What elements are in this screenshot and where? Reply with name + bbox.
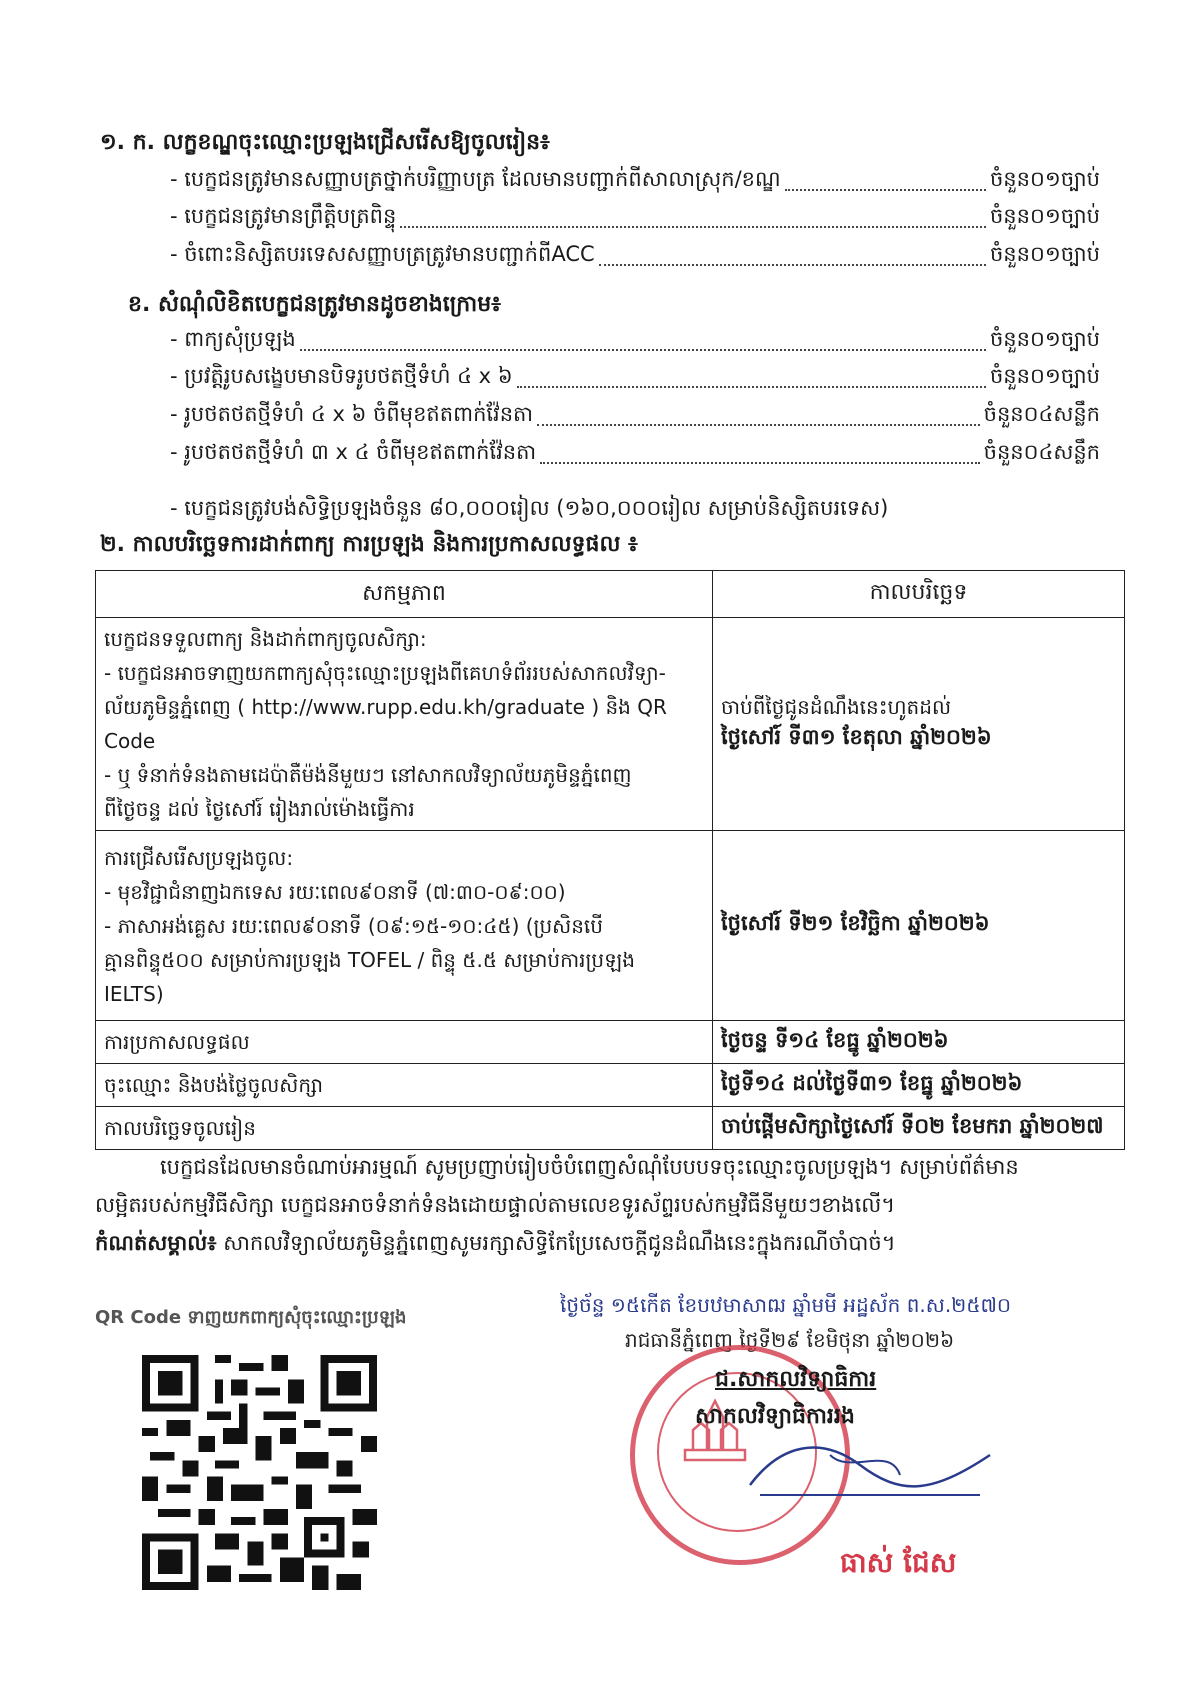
date-value: ថ្ងៃចន្ទ ទី១៤ ខែធ្នូ ឆ្នាំ២០២៦ <box>713 1021 1125 1064</box>
note <box>95 1224 1125 1262</box>
activity-cell <box>96 831 713 1021</box>
requirement-row <box>170 240 1100 272</box>
activity-line: បេក្ខជនទទួលពាក្យ និងដាក់ពាក្យចូលសិក្សា: <box>104 627 427 651</box>
schedule-table <box>95 570 1125 1150</box>
date-cell <box>713 831 1125 1021</box>
activity-line: ពីថ្ងៃចន្ទ ដល់ ថ្ងៃសៅរ៍ រៀងរាល់ម៉ោងធ្វើការ <box>104 797 415 821</box>
table-row <box>96 831 1125 1021</box>
handwritten-signature-icon <box>740 1425 1010 1505</box>
document-count: ចំនួន០១ច្បាប់ <box>989 364 1100 388</box>
requirement-label: - បេក្ខជនត្រូវមានសញ្ញាបត្រថ្នាក់បរិញ្ញាបត្រ ដែលមានបញ្ជាក់ពីសាលាស្រុក/ខណ្ឌ <box>170 167 781 191</box>
document-row <box>170 362 1100 394</box>
requirement-row <box>170 165 1100 197</box>
table-header-row <box>96 571 1125 618</box>
date-value: ថ្ងៃសៅរ៍ ទី៣១ ខែតុលា ឆ្នាំ២០២៦ <box>721 724 992 749</box>
document-row <box>170 438 1100 470</box>
requirement-count: ចំនួន០១ច្បាប់ <box>989 204 1100 228</box>
place-date: រាជធានីភ្នំពេញ ថ្ងៃទី២៩ ខែមិថុនា ឆ្នាំ២០២៦ <box>625 1328 955 1352</box>
qr-code-icon[interactable] <box>142 1355 377 1590</box>
activity-line: គ្មានពិន្ទុ៥០០ សម្រាប់ការប្រឡង TOFEL / ពិន្ទុ ៥.៥ សម្រាប់ការប្រឡង <box>104 947 635 972</box>
requirement-label: - ចំពោះនិស្សិតបរទេសសញ្ញាបត្រត្រូវមានបញ្ជាក់ពីACC <box>170 242 595 266</box>
activity-cell: កាលបរិច្ឆេទចូលរៀន <box>96 1107 713 1150</box>
requirement-count: ចំនួន០១ច្បាប់ <box>989 167 1100 191</box>
signatory-title-2: សាកលវិទ្យាធិការរង <box>695 1404 855 1429</box>
document-label: - ពាក្យសុំប្រឡង <box>170 327 296 351</box>
document-label: - ប្រវត្តិរូបសង្ខេបមានបិទរូបថតថ្មីទំហំ ៤ x ៦ <box>170 364 513 388</box>
date-column-header: កាលបរិច្ឆេទ <box>713 571 1125 618</box>
table-row <box>96 618 1125 831</box>
exam-fee: - បេក្ខជនត្រូវបង់សិទ្ធិប្រឡងចំនួន ៨០,០០០រៀល (១៦០,០០០រៀល សម្រាប់និស្សិតបរទេស) <box>170 496 889 520</box>
section2-heading: ខ. សំណុំលិខិតបេក្ខជនត្រូវមានដូចខាងក្រោម៖ <box>128 292 501 317</box>
note-label: កំណត់សម្គាល់៖ <box>95 1231 217 1255</box>
table-row <box>96 1107 1125 1150</box>
activity-line: - មុខវិជ្ជាជំនាញឯកទេស រយៈពេល៩០នាទី (៧:៣០-០៩:០០) <box>104 879 566 904</box>
date-value: ចាប់ផ្តើមសិក្សាថ្ងៃសៅរ៍ ទី០២ ខែមករា ឆ្នាំ២០២៧ <box>713 1107 1125 1150</box>
date-cell <box>713 618 1125 831</box>
activity-line: - ភាសាអង់គ្លេស រយៈពេល៩០នាទី (០៩:១៥-១០:៤៥) (ប្រសិនបើ <box>104 913 603 938</box>
note-text: សាកលវិទ្យាល័យភូមិន្ទភ្នំពេញសូមរក្សាសិទ្ធិកែប្រែសេចក្ដីជូនដំណឹងនេះក្នុងករណីចាំបាច់។ <box>216 1231 896 1255</box>
document-count: ចំនួន០៤សន្លឹក <box>983 440 1100 464</box>
notice-line-2: លម្អិតរបស់កម្មវិធីសិក្សា បេក្ខជនអាចទំនាក់ទំនងដោយផ្ទាល់តាមលេខទូរស័ព្ទរបស់កម្មវិធីនីមួយៗខាងលើ។ <box>95 1193 896 1217</box>
activity-line: IELTS) <box>104 981 164 1006</box>
notice-line-1: បេក្ខជនដែលមានចំណាប់អារម្មណ៍ សូមប្រញាប់រៀបចំបំពេញសំណុំបែបបទចុះឈ្មោះចូលប្រឡង។ សម្រាប់ព័ត៌មាន <box>160 1155 1019 1179</box>
activity-column-header: សកម្មភាព <box>96 571 713 618</box>
document-row <box>170 325 1100 357</box>
activity-line: ការជ្រើសរើសប្រឡងចូល: <box>104 845 294 870</box>
date-prefix: ចាប់ពីថ្ងៃជូនដំណឹងនេះហូតដល់ <box>721 694 951 719</box>
section1-heading: ១. ក. លក្ខខណ្ឌចុះឈ្មោះប្រឡងជ្រើសរើសឱ្យចូលរៀន៖ <box>100 130 550 155</box>
activity-cell: ការប្រកាសលទ្ធផល <box>96 1021 713 1064</box>
requirement-count: ចំនួន០១ច្បាប់ <box>989 242 1100 266</box>
table-row <box>96 1064 1125 1107</box>
signatory-name: ធាស់ ជែស <box>840 1546 957 1579</box>
requirement-label: - បេក្ខជនត្រូវមានព្រឹត្តិបត្រពិន្ទុ <box>170 204 397 228</box>
date-value: ថ្ងៃទី១៤ ដល់ថ្ងៃទី៣១ ខែធ្នូ ឆ្នាំ២០២៦ <box>713 1064 1125 1107</box>
qr-caption: QR Code ទាញយកពាក្យសុំចុះឈ្មោះប្រឡង <box>95 1307 407 1328</box>
document-count: ចំនួន០១ច្បាប់ <box>989 327 1100 351</box>
activity-line: - ឬ ទំនាក់ទំនងតាមដេប៉ាតឺម៉ង់នីមួយៗ នៅសាកលវិទ្យាល័យភូមិន្ទភ្នំពេញ <box>104 763 632 787</box>
section3-heading: ២. កាលបរិច្ឆេទការដាក់ពាក្យ ការប្រឡង និងការប្រកាសលទ្ធផល ៖ <box>100 532 638 557</box>
lunar-date: ថ្ងៃច័ន្ទ ១៥កើត ខែបឋមាសាឍ ឆ្នាំមមី អដ្ឋស័ក ព.ស.២៥៧០ <box>560 1293 1012 1317</box>
signatory-title-1: ជ.សាកលវិទ្យាធិការ <box>715 1367 877 1392</box>
activity-cell <box>96 618 713 831</box>
document-label: - រូបថតថតថ្មីទំហំ ៣ x ៤ ចំពីមុខឥតពាក់វ៉ែនតា <box>170 440 537 464</box>
activity-line: ល័យភូមិន្ទភ្នំពេញ ( http://www.rupp.edu.kh/graduate ) និង QR Code <box>104 695 667 753</box>
date-value: ថ្ងៃសៅរ៍ ទី២១ ខែវិច្ឆិកា ឆ្នាំ២០២៦ <box>721 911 990 935</box>
table-row <box>96 1021 1125 1064</box>
document-label: - រូបថតថតថ្មីទំហំ ៤ x ៦ ចំពីមុខឥតពាក់វ៉ែនតា <box>170 402 534 426</box>
requirement-row <box>170 202 1100 234</box>
document-row <box>170 400 1100 432</box>
document-count: ចំនួន០៤សន្លឹក <box>983 402 1100 426</box>
activity-cell: ចុះឈ្មោះ និងបង់ថ្លៃចូលសិក្សា <box>96 1064 713 1107</box>
activity-line: - បេក្ខជនអាចទាញយកពាក្យសុំចុះឈ្មោះប្រឡងពីគេហទំព័ររបស់សាកលវិទ្យា- <box>104 661 666 685</box>
